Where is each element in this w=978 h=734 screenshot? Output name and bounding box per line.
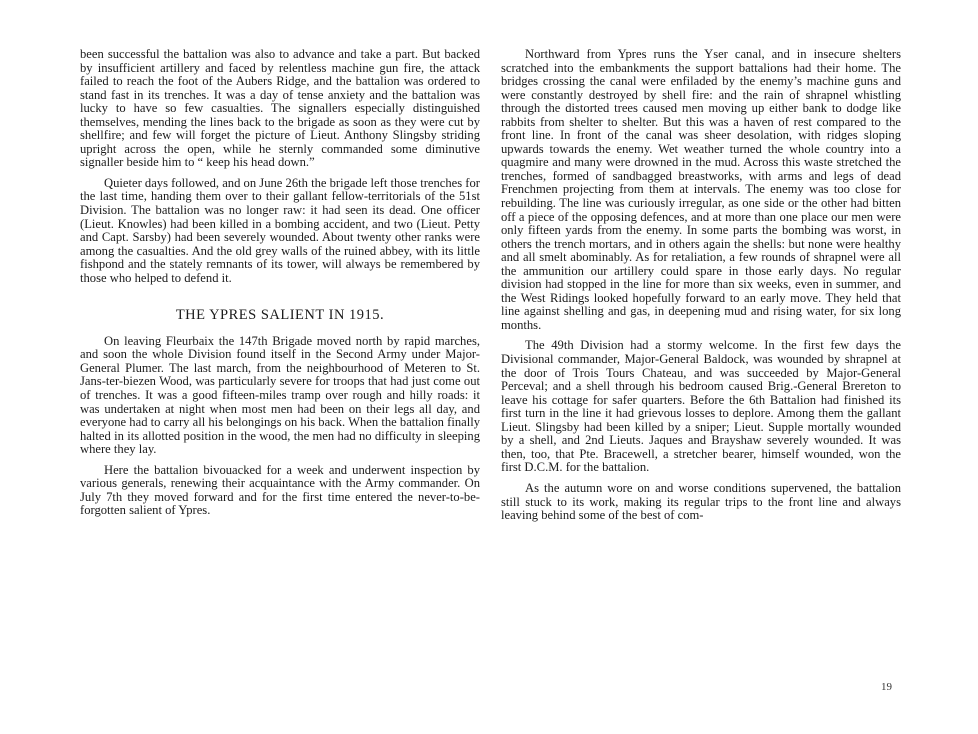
paragraph-autumn: As the autumn wore on and worse conditions supervened, the battalion still stuck to its work, making its regular trips to the front line and always leaving behind some of the best of com- [501,480,901,523]
paragraph-bivouac: Here the battalion bivouacked for a week and underwent inspection by various generals, renewing their acquaintance with the Army commander. On July 7th they moved forward and for the first time entered the never-to-be-forgotten salient of Ypres. [80,462,480,518]
page-number: 19 [881,681,892,693]
paragraph-aubers-ridge: been successful the battalion was also to advance and take a part. But backed by insufficient artillery and faced by relentless machine gun fire, the attack failed to reach the foot of the Aubers Ridge, and the battalion was ordered to stand fast in its trenches. It was a day of tense anxiety and the battalion was lucky to have so few casualties. The signallers especially distinguished themselves, mending the lines back to the brigade as soon as they were cut by shellfire; and few will forget the picture of Lieut. Anthony Slingsby striding upright across the open, while he sternly commanded some diminutive signaller beside him to “ keep his head down.” [80,47,480,170]
section-heading: THE YPRES SALIENT IN 1915. [175,307,385,324]
paragraph-quieter-days: Quieter days followed, and on June 26th the brigade left those trenches for the last time, handing them over to their gallant fellow-territorials of the 51st Division. The battalion was no longer raw: it had seen its dead. One officer (Lieut. Knowles) had been killed in a bombing accident, and two (Lieut. Petty and Capt. Sarsby) had been severely wounded. About twenty other ranks were among the casualties. And the old grey walls of the ruined abbey, with its little fishpond and the stately remnants of its tower, will always be remembered by those who helped to defend it. [80,175,480,285]
right-text-column [501,48,901,523]
paragraph-49th-division: The 49th Division had a stormy welcome. In the first few days the Divisional commander, Major-General Baldock, was wounded by shrapnel at the door of Trois Tours Chateau, and was succeeded by Major-General Perceval; and a shell through his bedroom caused Brig.-General Brereton to leave his cottage for safer quarters. Before the 6th Battalion had finished its first turn in the line it had grievous losses to deplore. Among them the gallant Lieut. Slingsby had been killed by a sniper; Lieut. Supple mortally wounded by a shell, and 2nd Lieuts. Jaques and Brayshaw severely wounded. It was then, too, that Pte. Bracewell, a stretcher bearer, himself wounded, won the first D.C.M. for the battalion. [501,338,901,475]
paragraph-yser-canal: Northward from Ypres runs the Yser canal, and in insecure shelters scratched into the embankments the support battalions had their home. The bridges crossing the canal were enfiladed by the enemy’s machine guns and were constantly destroyed by shell fire: and the rain of shrapnel whistling through the distorted trees caused men moving up either bank to dodge like rabbits from shelter to shelter. But this was a haven of rest compared to the front line. In front of the canal was sheer desolation, with ridges sloping upwards towards the enemy. Wet weather turned the whole country into a quagmire and many were drowned in the mud. Across this waste stretched the trenches, formed of sandbagged breastworks, with arms and legs of dead Frenchmen projecting from them at intervals. The enemy was too close for rebuilding. The line was curiously irregular, as one side or the other had bitten off a piece of the opposing defences, and at more than one place our men were only fifteen yards from the enemy. In some parts the bombing was worst, in others the trench mortars, and in others again the shells: but none were healthy and all smelt abominably. As for retaliation, a few rounds of shrapnel were all the ammunition our artillery could spare in those early days. No regular division had stopped in the line for more than six weeks, even in summer, and the West Ridings looked hopefully forward to an early move. They held that line against shelling and gas, in deepening mud and rising water, for six long months. [501,47,901,332]
paragraph-leaving-fleurbaix: On leaving Fleurbaix the 147th Brigade moved north by rapid marches, and soon the whole Division found itself in the Second Army under Major-General Plumer. The last march, from the neighbourhood of Meteren to St. Jans-ter-biezen Wood, was particularly severe for troops that had just come out of trenches. It was a good fifteen-miles tramp over rough and hilly roads: it was undertaken at night when most men had been on their legs all day, and everyone had to carry all his belongings on his back. When the battalion finally halted in its allotted position in the wood, the men had no difficulty in sleeping where they lay. [80,333,480,457]
left-text-column [80,48,480,518]
